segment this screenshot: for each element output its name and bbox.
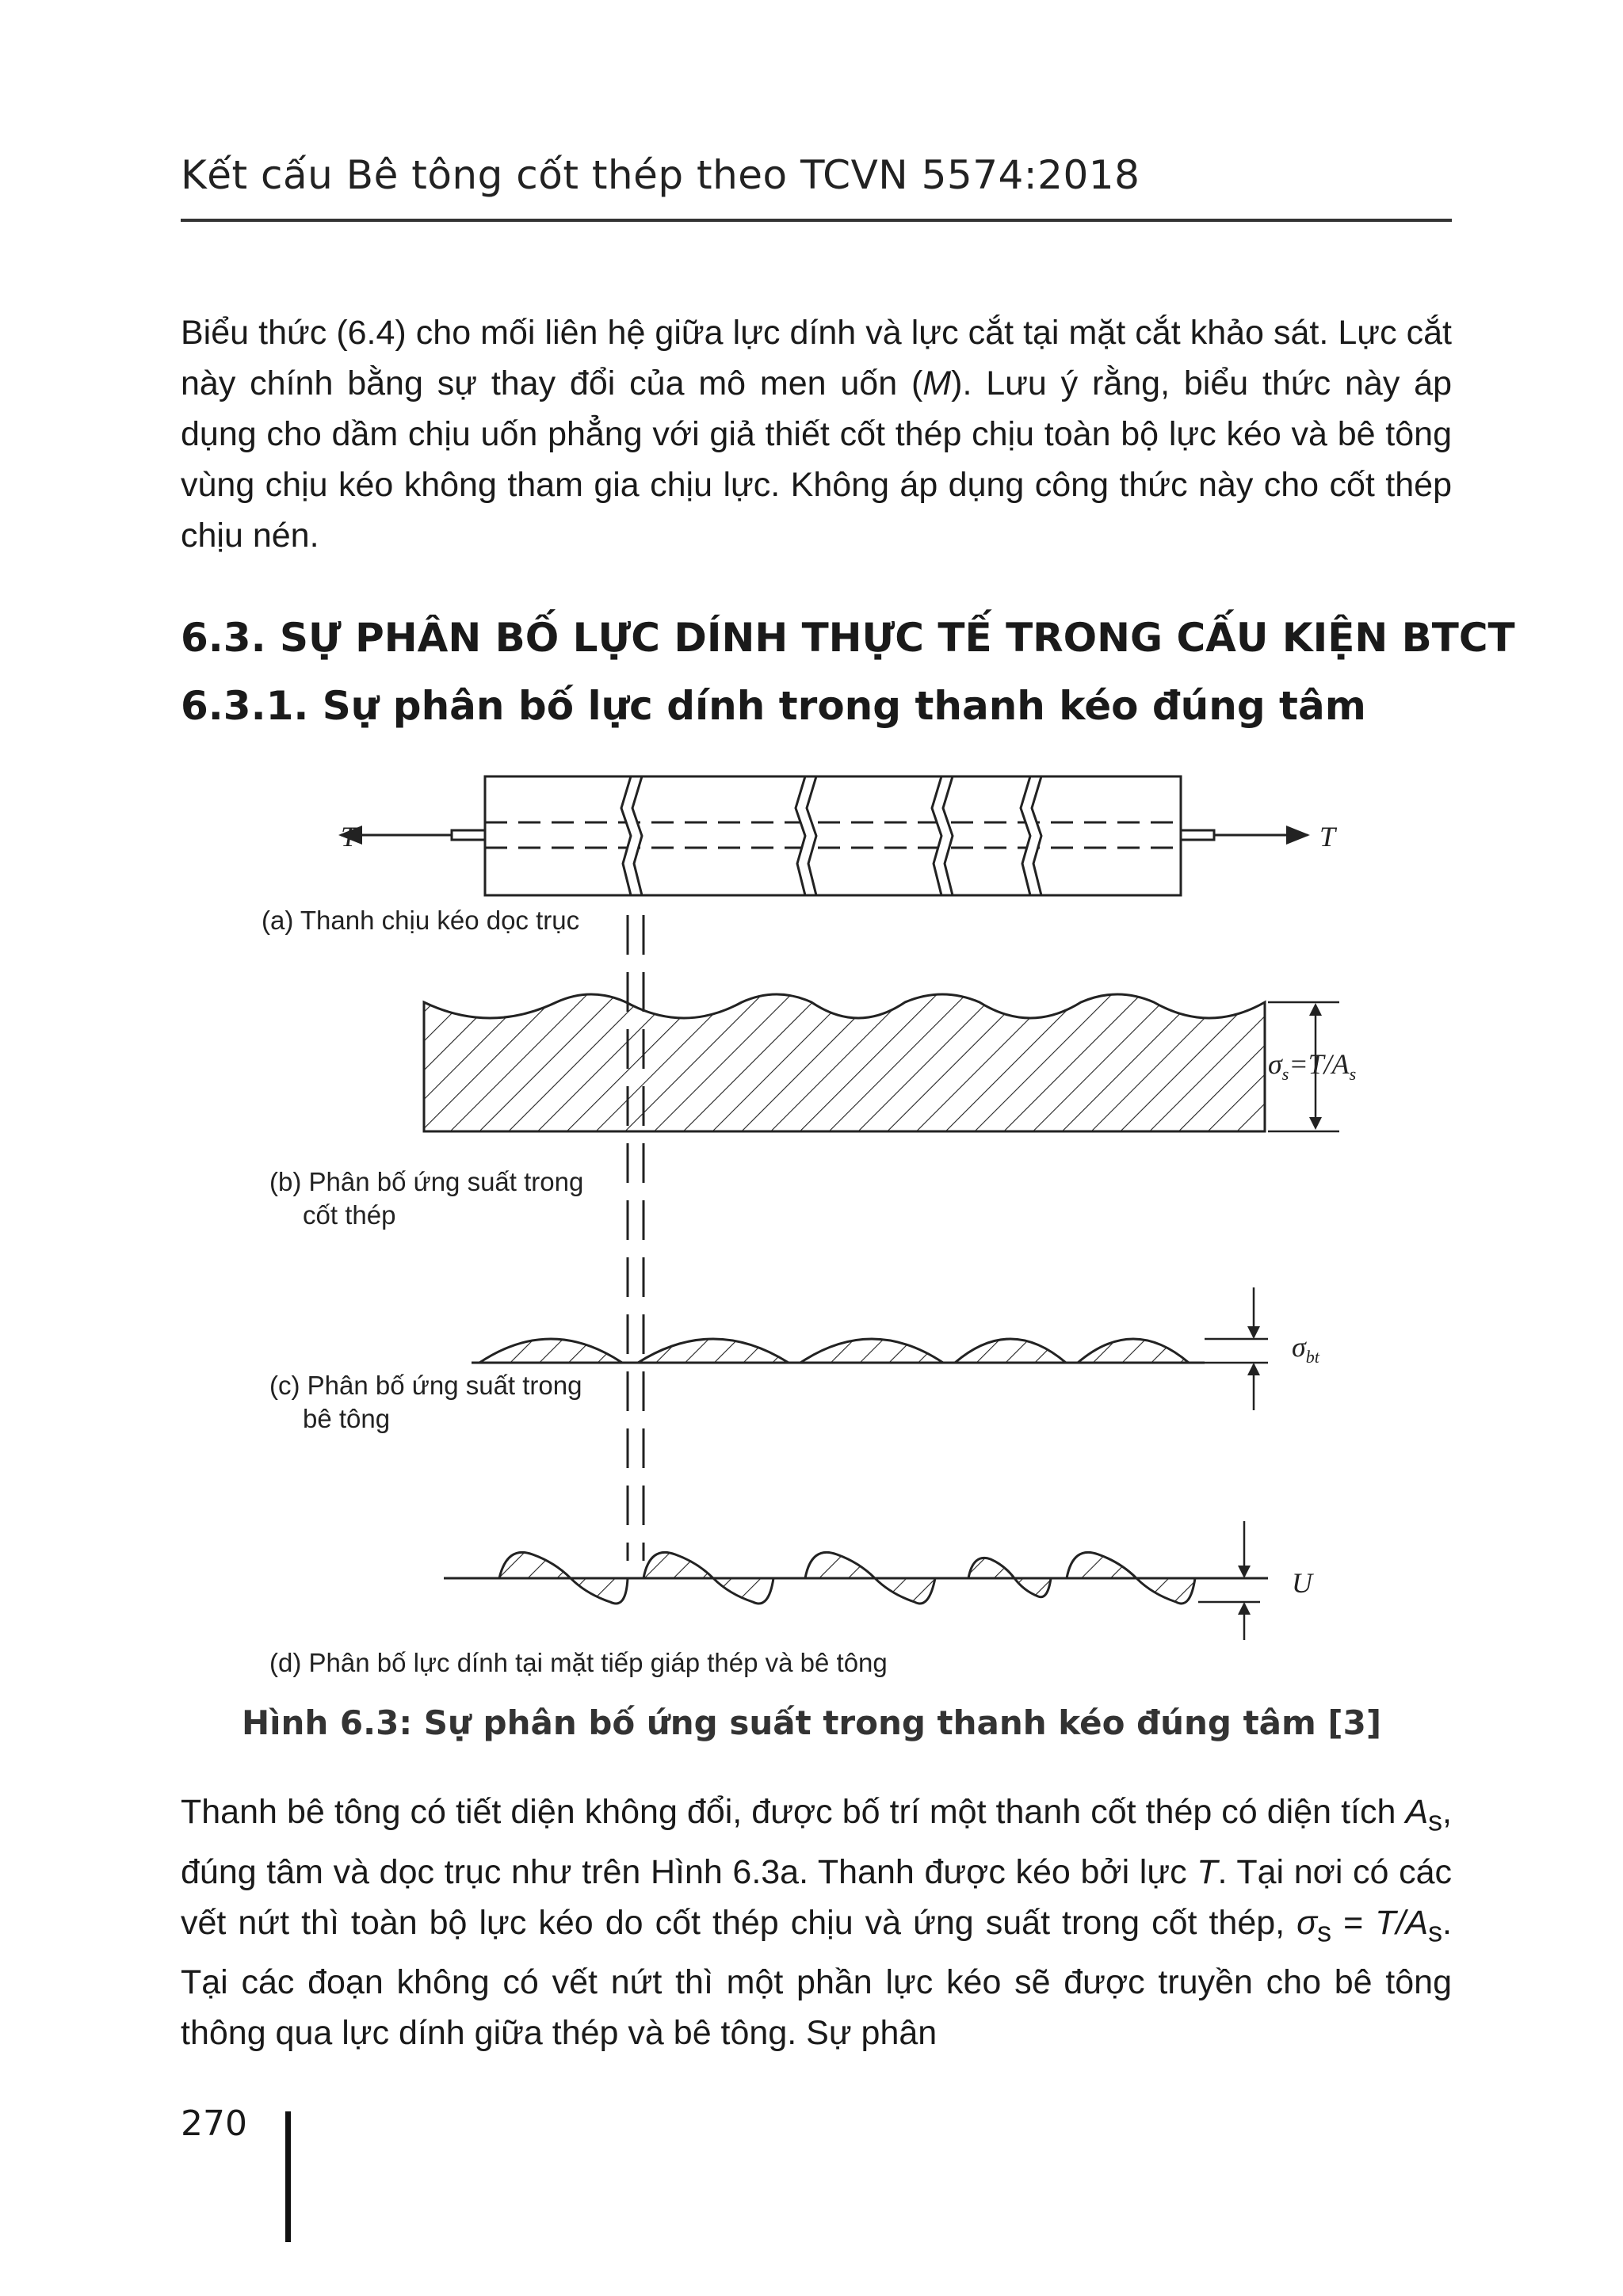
label-a: (a) Thanh chịu kéo dọc trục	[262, 906, 580, 935]
moment-symbol: M	[922, 364, 952, 402]
sigma-s-subscript: s	[1281, 1064, 1289, 1084]
sigma-bt-symbol: σ	[1292, 1331, 1306, 1363]
paragraph-2-part-d: . Tại các đoạn không có vết nứt thì một phần lực kéo sẽ được truyền cho bê tông thông qua lực dính giữa thép và bê tông. Sự phân	[181, 1903, 1452, 2053]
subsection-heading: 6.3.1. Sự phân bố lực dính trong thanh kéo đúng tâm	[181, 683, 1366, 729]
paragraph-1-part-b: ). Lưu ý rằng, biểu thức này áp dụng cho dầm chịu uốn phẳng với giả thiết cốt thép chịu toàn bộ lực kéo và bê tông vùng chịu kéo không tham gia chịu lực. Không áp dụng công thức này cho cốt thép chịu nén.	[181, 364, 1452, 555]
area-symbol: A	[1405, 1793, 1429, 1831]
header-rule	[181, 219, 1452, 222]
paragraph-1	[181, 307, 1452, 561]
sigma-symbol: σ	[1296, 1903, 1318, 1942]
sigma-s-label	[1268, 1048, 1356, 1084]
force-left-label: T	[341, 821, 357, 852]
stress-formula: T/A	[1375, 1903, 1429, 1942]
sigma-bt-label	[1292, 1331, 1320, 1367]
sigma-s-eq-subscript: s	[1349, 1064, 1357, 1084]
paragraph-2	[181, 1787, 1452, 2058]
steel-stress-diagram	[424, 994, 1339, 1131]
label-d: (d) Phân bố lực dính tại mặt tiếp giáp thép và bê tông	[269, 1648, 888, 1677]
label-b-line1: (b) Phân bố ứng suất trong	[269, 1167, 584, 1196]
figure-6-3	[238, 761, 1426, 1703]
force-right-label: T	[1319, 821, 1336, 852]
figure-diagram	[238, 761, 1426, 1703]
page-number: 270	[181, 2103, 247, 2144]
paragraph-1-part-a: Biểu thức (6.4) cho mối liên hệ giữa lực dính và lực cắt tại mặt cắt khảo sát. Lực cắt này chính bằng sự thay đổi của mô men uốn (	[181, 314, 1452, 402]
area-subscript: s	[1428, 1805, 1443, 1837]
running-header: Kết cấu Bê tông cốt thép theo TCVN 5574:2018	[181, 152, 1140, 198]
force-symbol: T	[1197, 1852, 1218, 1891]
sigma-bt-subscript: bt	[1305, 1347, 1319, 1367]
sigma-subscript: s	[1317, 1916, 1332, 1948]
bond-stress-diagram	[444, 1521, 1268, 1640]
sigma-s-equation: =T/A	[1289, 1048, 1350, 1080]
paragraph-2-part-b: , đúng tâm và dọc trục như trên Hình 6.3a. Thanh được kéo bởi lực	[181, 1793, 1452, 1891]
label-c-line1: (c) Phân bố ứng suất trong	[269, 1371, 582, 1400]
tension-bar	[341, 776, 1308, 895]
stress-formula-subscript: s	[1428, 1916, 1443, 1948]
paragraph-2-part-a: Thanh bê tông có tiết diện không đổi, được bố trí một thanh cốt thép có diện tích	[181, 1793, 1406, 1831]
bond-u-label: U	[1292, 1567, 1312, 1599]
page-bar	[285, 2111, 291, 2242]
figure-caption: Hình 6.3: Sự phân bố ứng suất trong thanh kéo đúng tâm [3]	[241, 1703, 1382, 1742]
label-c-line2: bê tông	[303, 1404, 391, 1433]
section-heading: 6.3. SỰ PHÂN BỐ LỰC DÍNH THỰC TẾ TRONG CẤU KIỆN BTCT	[181, 615, 1515, 661]
equals-sign: =	[1331, 1903, 1376, 1942]
concrete-stress-diagram	[472, 1287, 1268, 1410]
sigma-s-symbol: σ	[1268, 1048, 1282, 1080]
paragraph-2-part-c: . Tại nơi có các vết nứt thì toàn bộ lực kéo do cốt thép chịu và ứng suất trong cốt thép,	[181, 1852, 1452, 1942]
label-b-line2: cốt thép	[303, 1200, 396, 1230]
